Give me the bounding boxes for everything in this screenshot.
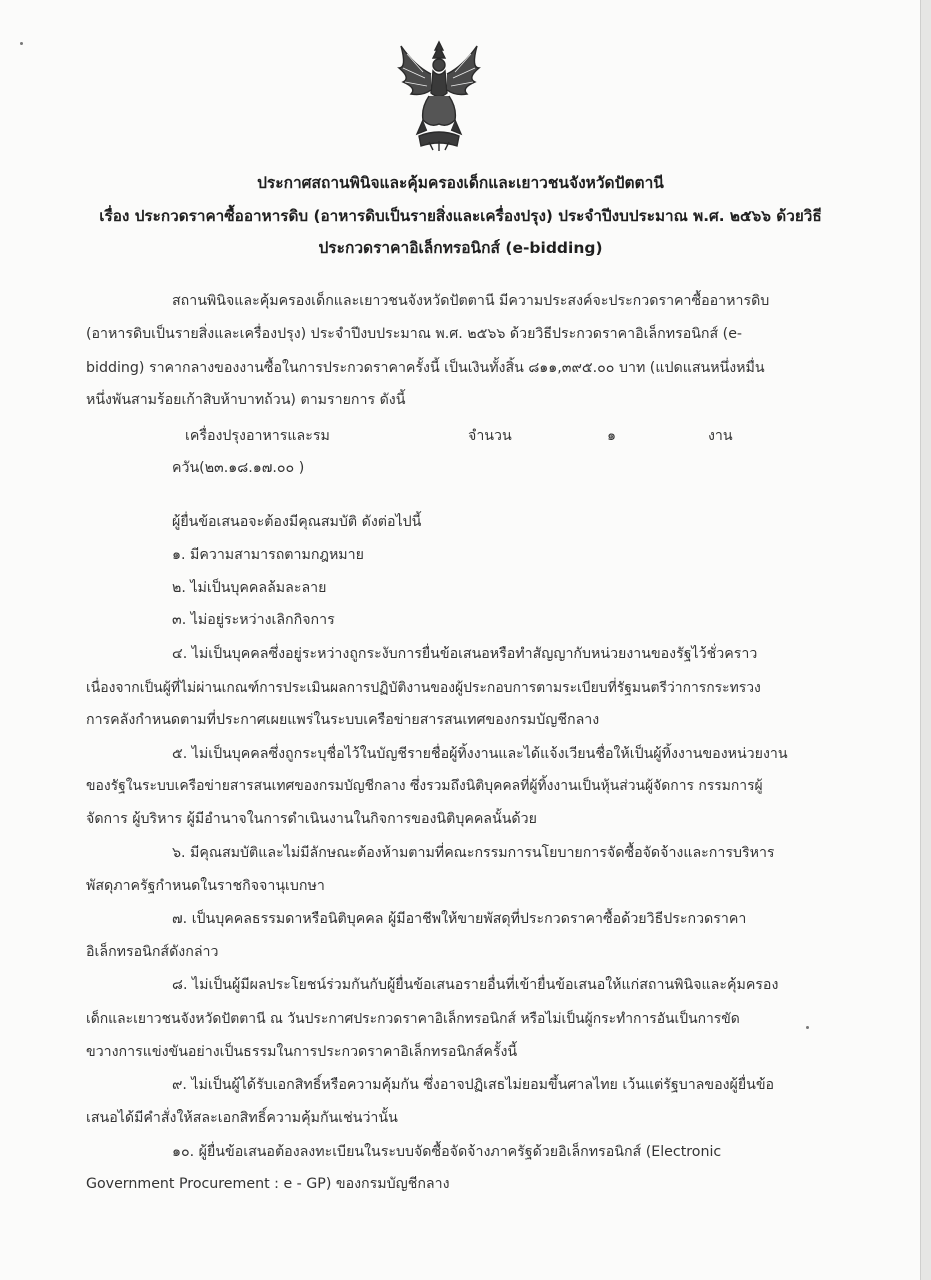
intro-line: สถานพินิจและคุ้มครองเด็กและเยาวชนจังหวัดปัตตานี มีความประสงค์จะประกวดราคาซื้ออาหารดิบ: [172, 293, 770, 309]
qualification-item: ๗. เป็นบุคคลธรรมดาหรือนิติบุคคล ผู้มีอาชีพให้ขายพัสดุที่ประกวดราคาซื้อด้วยวิธีประกวดราคา: [172, 911, 747, 927]
item-qty-label: จำนวน: [468, 428, 512, 444]
item-name-cont: ควัน(๒๓.๑๘.๑๗.๐๐ ): [172, 460, 305, 476]
intro-line: bidding) ราคากลางของงานซื้อในการประกวดราคาครั้งนี้ เป็นเงินทั้งสิ้น ๘๑๑,๓๙๕.๐๐ บาท (แปดแสนหนึ่งหมื่น: [86, 360, 765, 376]
qualification-item: พัสดุภาครัฐกำหนดในราชกิจจานุเบกษา: [86, 878, 325, 894]
qualification-item: อิเล็กทรอนิกส์ดังกล่าว: [86, 944, 219, 960]
qualifications-heading: ผู้ยื่นข้อเสนอจะต้องมีคุณสมบัติ ดังต่อไปนี้: [172, 514, 422, 530]
qualification-item: เสนอได้มีคำสั่งให้สละเอกสิทธิ์ความคุ้มกันเช่นว่านั้น: [86, 1110, 398, 1126]
qualification-item: จัดการ ผู้บริหาร ผู้มีอำนาจในการดำเนินงานในกิจการของนิติบุคคลนั้นด้วย: [86, 811, 537, 827]
qualification-item: ของรัฐในระบบเครือข่ายสารสนเทศของกรมบัญชีกลาง ซึ่งรวมถึงนิติบุคคลที่ผู้ทิ้งงานเป็นหุ้นส่วนผู้จัดการ กรรมการผู้: [86, 778, 763, 794]
announcement-title: ประกาศสถานพินิจและคุ้มครองเด็กและเยาวชนจังหวัดปัตตานี: [257, 174, 664, 192]
qualification-item: เด็กและเยาวชนจังหวัดปัตตานี ณ วันประกาศประกวดราคาอิเล็กทรอนิกส์ หรือไม่เป็นผู้กระทำการอันเป็นการขัด: [86, 1011, 740, 1027]
qualification-item: ๙. ไม่เป็นผู้ได้รับเอกสิทธิ์หรือความคุ้มกัน ซึ่งอาจปฏิเสธไม่ยอมขึ้นศาลไทย เว้นแต่รัฐบาลของผู้ยื่นข้อ: [172, 1077, 775, 1093]
item-name: เครื่องปรุงอาหารและรม: [185, 428, 330, 444]
qualification-item: ๒. ไม่เป็นบุคคลล้มละลาย: [172, 580, 327, 596]
page-edge: [920, 0, 931, 1280]
qualification-item: ๘. ไม่เป็นผู้มีผลประโยชน์ร่วมกันกับผู้ยื่นข้อเสนอรายอื่นที่เข้ายื่นข้อเสนอให้แก่สถานพินิจและคุ้มครอง: [172, 977, 779, 993]
qualification-item: ขวางการแข่งขันอย่างเป็นธรรมในการประกวดราคาอิเล็กทรอนิกส์ครั้งนี้: [86, 1044, 518, 1060]
item-qty: ๑: [607, 428, 617, 444]
garuda-emblem-icon: [393, 38, 485, 153]
subject-line-1: เรื่อง ประกวดราคาซื้ออาหารดิบ (อาหารดิบเป็นรายสิ่งและเครื่องปรุง) ประจำปีงบประมาณ พ.ศ. ๒๕๖๖ ด้วยวิธี: [99, 207, 822, 225]
item-unit: งาน: [708, 428, 733, 444]
qualification-item: การคลังกำหนดตามที่ประกาศเผยแพร่ในระบบเครือข่ายสารสนเทศของกรมบัญชีกลาง: [86, 712, 600, 728]
intro-line: (อาหารดิบเป็นรายสิ่งและเครื่องปรุง) ประจำปีงบประมาณ พ.ศ. ๒๕๖๖ ด้วยวิธีประกวดราคาอิเล็กทรอนิกส์ (e-: [86, 326, 743, 342]
intro-line: หนึ่งพันสามร้อยเก้าสิบห้าบาทถ้วน) ตามรายการ ดังนี้: [86, 392, 406, 408]
qualification-item: ๑. มีความสามารถตามกฎหมาย: [172, 547, 364, 563]
qualification-item: ๕. ไม่เป็นบุคคลซึ่งถูกระบุชื่อไว้ในบัญชีรายชื่อผู้ทิ้งงานและได้แจ้งเวียนชื่อให้เป็นผู้ทิ้งงานของหน่วยงาน: [172, 746, 788, 762]
subject-line-2: ประกวดราคาอิเล็กทรอนิกส์ (e-bidding): [318, 239, 603, 257]
scan-speck: [806, 1026, 809, 1029]
qualification-item: Government Procurement : e - GP) ของกรมบัญชีกลาง: [86, 1176, 450, 1192]
qualification-item: ๑๐. ผู้ยื่นข้อเสนอต้องลงทะเบียนในระบบจัดซื้อจัดจ้างภาครัฐด้วยอิเล็กทรอนิกส์ (Electronic: [172, 1144, 722, 1160]
qualification-item: เนื่องจากเป็นผู้ที่ไม่ผ่านเกณฑ์การประเมินผลการปฏิบัติงานของผู้ประกอบการตามระเบียบที่รัฐมนตรีว่าการกระทรวง: [86, 680, 761, 696]
qualification-item: ๓. ไม่อยู่ระหว่างเลิกกิจการ: [172, 612, 335, 628]
qualification-item: ๔. ไม่เป็นบุคคลซึ่งอยู่ระหว่างถูกระงับการยื่นข้อเสนอหรือทำสัญญากับหน่วยงานของรัฐไว้ชั่วคราว: [172, 646, 758, 662]
qualification-item: ๖. มีคุณสมบัติและไม่มีลักษณะต้องห้ามตามที่คณะกรรมการนโยบายการจัดซื้อจัดจ้างและการบริหาร: [172, 845, 775, 861]
scan-speck: [20, 42, 23, 45]
